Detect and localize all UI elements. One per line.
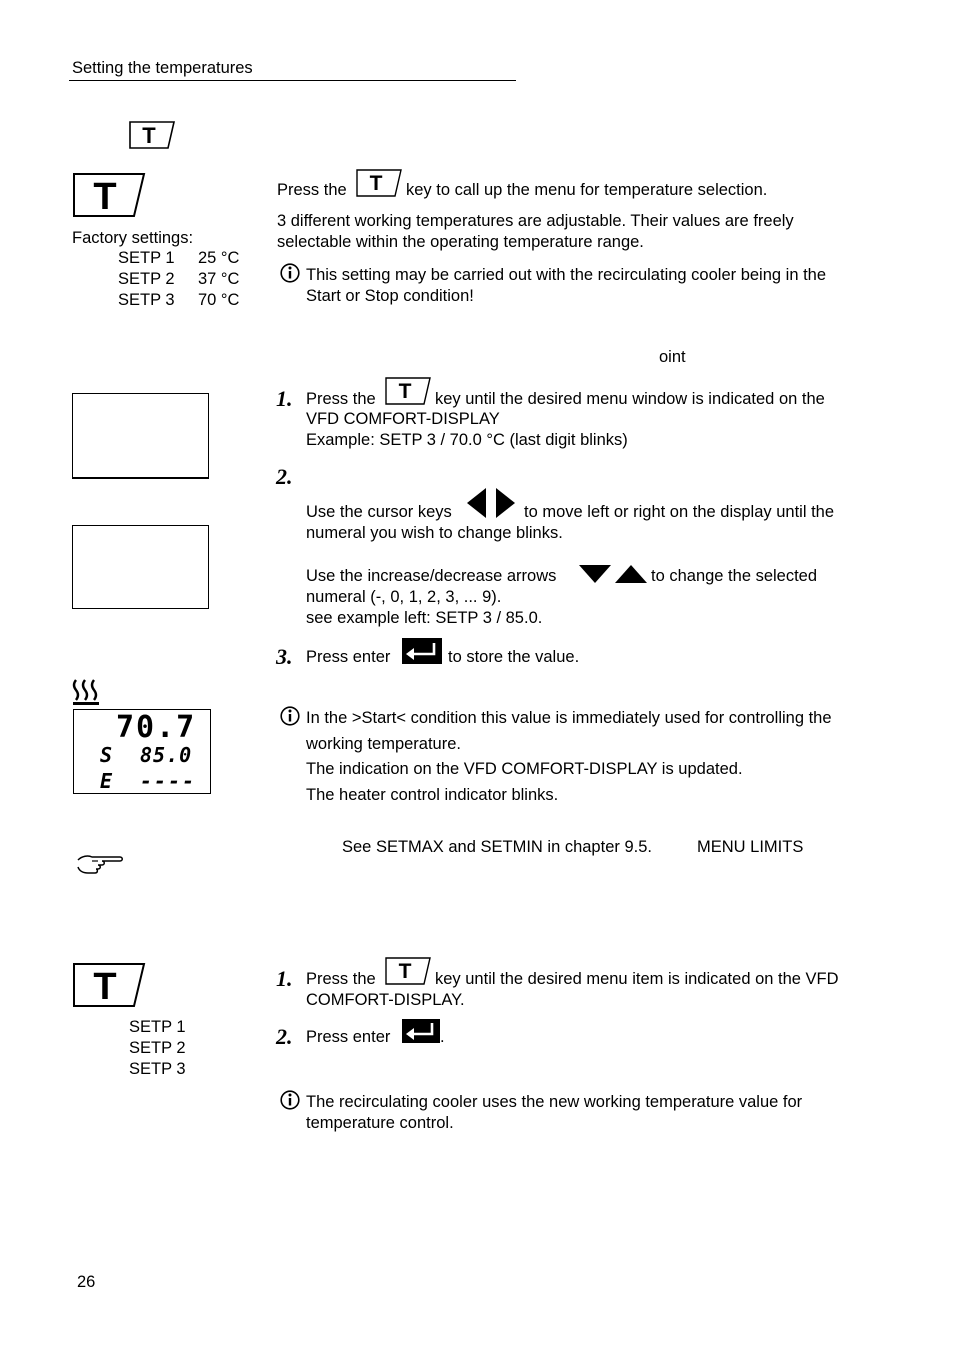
s1-arrows-line2: numeral (-, 0, 1, 2, 3, ... 9). <box>306 588 502 606</box>
cursor-left-right-icon <box>466 487 518 524</box>
arrow-down-up-icon <box>578 563 648 590</box>
intro-para2-line1: 3 different working temperatures are adjustable. Their values are freely <box>277 212 794 230</box>
t-key-icon <box>128 120 176 150</box>
lcd-actual-temp: 70.7 <box>116 710 197 745</box>
s1-step3-pre: Press enter <box>306 648 391 666</box>
s1-step1-line2: VFD COMFORT-DISPLAY <box>306 410 500 428</box>
step-number-1: 1. <box>276 386 293 411</box>
t-key-inline-icon <box>384 956 432 986</box>
intro-press-pre: Press the <box>277 181 347 199</box>
s2-note-line1: The recirculating cooler uses the new working temperature value for <box>306 1093 803 1111</box>
s1-cursor-post: to move left or right on the display until the <box>524 503 835 521</box>
heater-icon <box>72 678 102 711</box>
s2-setp-item-1: SETP 1 <box>129 1018 186 1036</box>
svg-text:T: T <box>93 966 117 1008</box>
svg-text:T: T <box>93 176 117 218</box>
pointing-hand-icon <box>76 852 124 883</box>
s2-step1-line2: COMFORT-DISPLAY. <box>306 991 465 1009</box>
intro-press-post: key to call up the menu for temperature selection. <box>406 181 768 199</box>
step-number-2: 2. <box>276 1024 293 1049</box>
s2-step1-post: key until the desired menu item is indicated on the VFD <box>435 970 839 988</box>
lcd-s-label: S <box>100 743 113 767</box>
s1-arrows-pre: Use the increase/decrease arrows <box>306 567 557 585</box>
header-rule <box>69 80 516 81</box>
note2-line2: working temperature. <box>306 735 461 753</box>
factory-setp2-value: 37 °C <box>198 270 240 288</box>
svg-text:T: T <box>398 960 412 983</box>
s2-setp-item-2: SETP 2 <box>129 1039 186 1057</box>
t-key-large-icon <box>72 172 146 218</box>
page-number: 26 <box>77 1273 96 1291</box>
t-key-large-icon <box>72 962 146 1008</box>
s2-step2-pre: Press enter <box>306 1028 391 1046</box>
factory-setp3-name: SETP 3 <box>118 291 175 309</box>
intro-note-line2: Start or Stop condition! <box>306 287 474 305</box>
svg-text:T: T <box>142 123 156 148</box>
note2-line1: In the >Start< condition this value is immediately used for controlling the <box>306 709 832 727</box>
s1-step1-line3: Example: SETP 3 / 70.0 °C (last digit blinks) <box>306 431 628 449</box>
svg-text:T: T <box>398 380 412 403</box>
note2-line3: The indication on the VFD COMFORT-DISPLAY is updated. <box>306 760 743 778</box>
lcd-e-label: E <box>100 769 113 793</box>
lcd-display <box>73 709 211 794</box>
t-key-inline-icon <box>384 376 432 406</box>
factory-setp2-name: SETP 2 <box>118 270 175 288</box>
info-icon <box>280 1090 300 1110</box>
factory-settings-label: Factory settings: <box>72 229 194 247</box>
step-number-2: 2. <box>276 464 293 489</box>
factory-setp3-value: 70 °C <box>198 291 240 309</box>
s2-setp-item-3: SETP 3 <box>129 1060 186 1078</box>
s2-note-line2: temperature control. <box>306 1114 454 1132</box>
svg-text:T: T <box>369 172 383 195</box>
lcd-e-value: ---- <box>140 769 197 793</box>
factory-setp1-value: 25 °C <box>198 249 240 267</box>
step-number-1: 1. <box>276 966 293 991</box>
s1-step3-post: to store the value. <box>448 648 580 666</box>
intro-note-line1: This setting may be carried out with the recirculating cooler being in the <box>306 266 827 284</box>
header-title: Setting the temperatures <box>72 59 253 77</box>
display-example-1 <box>72 393 209 479</box>
note2-line4: The heater control indicator blinks. <box>306 786 559 804</box>
factory-setp1-name: SETP 1 <box>118 249 175 267</box>
s1-cursor-pre: Use the cursor keys <box>306 503 452 521</box>
s1-arrows-post: to change the selected <box>651 567 818 585</box>
t-key-inline-icon <box>355 168 403 198</box>
info-icon <box>280 706 300 726</box>
s2-step1-pre: Press the <box>306 970 376 988</box>
s1-cursor-line2: numeral you wish to change blinks. <box>306 524 563 542</box>
s2-step2-post: . <box>440 1028 445 1046</box>
info-icon <box>280 263 300 283</box>
see-also-text: See SETMAX and SETMIN in chapter 9.5. <box>342 838 652 856</box>
enter-key-icon <box>401 637 443 670</box>
s1-step1-pre: Press the <box>306 390 376 408</box>
step-number-3: 3. <box>276 644 293 669</box>
s1-step1-post: key until the desired menu window is indicated on the <box>435 390 825 408</box>
fragment-text: oint <box>659 348 686 366</box>
intro-para2-line2: selectable within the operating temperature range. <box>277 233 644 251</box>
lcd-setpoint-value: 85.0 <box>140 743 193 767</box>
display-example-2 <box>72 525 209 609</box>
see-also-ref: MENU LIMITS <box>697 838 804 856</box>
enter-key-icon <box>401 1018 441 1049</box>
s1-arrows-line3: see example left: SETP 3 / 85.0. <box>306 609 543 627</box>
